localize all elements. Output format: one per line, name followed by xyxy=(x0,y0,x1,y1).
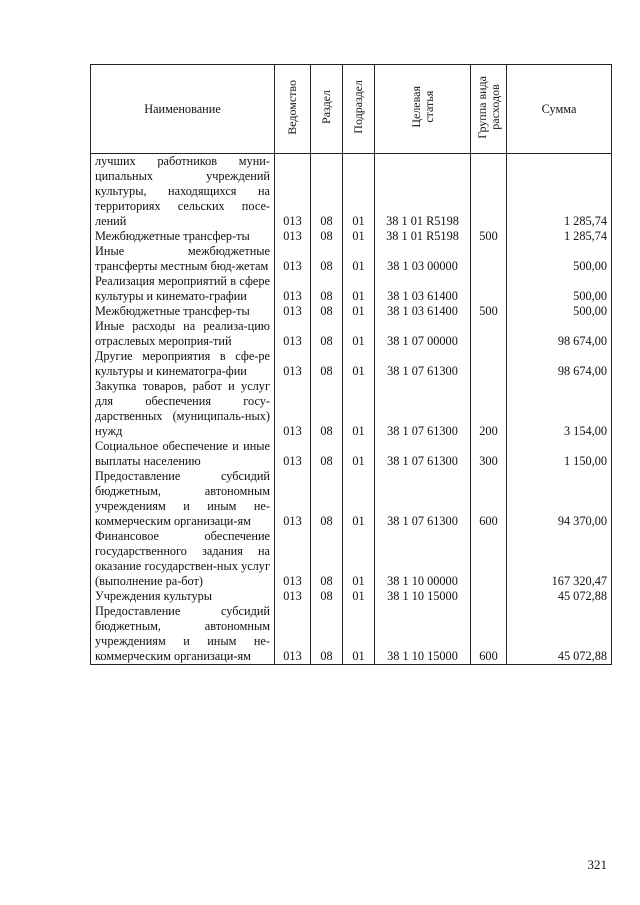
table-row xyxy=(91,529,612,589)
cell-podrazdel: 01 xyxy=(343,274,375,304)
cell-gruppa: 500 xyxy=(471,229,507,244)
cell-vedomstvo: 013 xyxy=(275,604,311,665)
header-name: Наименование xyxy=(91,65,275,154)
cell-summa: 1 285,74 xyxy=(507,154,612,230)
table-row xyxy=(91,304,612,319)
cell-summa: 500,00 xyxy=(507,244,612,274)
cell-vedomstvo: 013 xyxy=(275,439,311,469)
table-row xyxy=(91,319,612,349)
cell-razdel: 08 xyxy=(311,529,343,589)
cell-celevaya-statya: 38 1 10 00000 xyxy=(375,529,471,589)
cell-celevaya-statya: 38 1 01 R5198 xyxy=(375,154,471,230)
cell-summa: 98 674,00 xyxy=(507,349,612,379)
cell-summa: 45 072,88 xyxy=(507,589,612,604)
cell-celevaya-statya: 38 1 10 15000 xyxy=(375,604,471,665)
cell-gruppa xyxy=(471,529,507,589)
cell-gruppa xyxy=(471,154,507,230)
cell-gruppa xyxy=(471,589,507,604)
cell-celevaya-statya: 38 1 03 61400 xyxy=(375,304,471,319)
table-row xyxy=(91,244,612,274)
cell-name: Межбюджетные трансфер-ты xyxy=(91,304,275,319)
cell-gruppa: 200 xyxy=(471,379,507,439)
cell-celevaya-statya: 38 1 03 61400 xyxy=(375,274,471,304)
cell-vedomstvo: 013 xyxy=(275,154,311,230)
cell-vedomstvo: 013 xyxy=(275,304,311,319)
cell-summa: 3 154,00 xyxy=(507,379,612,439)
cell-razdel: 08 xyxy=(311,469,343,529)
cell-vedomstvo: 013 xyxy=(275,319,311,349)
header-summa: Сумма xyxy=(507,65,612,154)
cell-name: Социальное обеспечение и иные выплаты населению xyxy=(91,439,275,469)
cell-gruppa xyxy=(471,349,507,379)
cell-podrazdel: 01 xyxy=(343,244,375,274)
page-number: 321 xyxy=(587,857,607,872)
cell-podrazdel: 01 xyxy=(343,319,375,349)
cell-gruppa xyxy=(471,319,507,349)
table-row xyxy=(91,274,612,304)
cell-vedomstvo: 013 xyxy=(275,379,311,439)
cell-celevaya-statya: 38 1 07 00000 xyxy=(375,319,471,349)
cell-podrazdel: 01 xyxy=(343,589,375,604)
cell-celevaya-statya: 38 1 10 15000 xyxy=(375,589,471,604)
cell-razdel: 08 xyxy=(311,244,343,274)
cell-summa: 98 674,00 xyxy=(507,319,612,349)
budget-table xyxy=(90,64,612,665)
cell-podrazdel: 01 xyxy=(343,154,375,230)
cell-name: Межбюджетные трансфер-ты xyxy=(91,229,275,244)
header-gruppa-vida-rashodov: Группа вида расходов xyxy=(471,65,507,154)
cell-celevaya-statya: 38 1 03 00000 xyxy=(375,244,471,274)
cell-name: Иные межбюджетные трансферты местным бюд-жетам xyxy=(91,244,275,274)
cell-summa: 1 150,00 xyxy=(507,439,612,469)
cell-gruppa: 500 xyxy=(471,304,507,319)
header-podrazdel: Подраздел xyxy=(343,65,375,154)
table-row xyxy=(91,379,612,439)
cell-summa: 94 370,00 xyxy=(507,469,612,529)
cell-celevaya-statya: 38 1 07 61300 xyxy=(375,469,471,529)
table-row xyxy=(91,589,612,604)
table-header xyxy=(91,65,612,154)
cell-podrazdel: 01 xyxy=(343,349,375,379)
cell-vedomstvo: 013 xyxy=(275,244,311,274)
cell-name: Предоставление субсидий бюджетным, автономным учреждениям и иным не-коммерческим организаци-ям xyxy=(91,469,275,529)
header-vedomstvo: Ведомство xyxy=(275,65,311,154)
cell-razdel: 08 xyxy=(311,304,343,319)
cell-razdel: 08 xyxy=(311,154,343,230)
table-row xyxy=(91,439,612,469)
cell-gruppa xyxy=(471,274,507,304)
cell-podrazdel: 01 xyxy=(343,439,375,469)
cell-summa: 1 285,74 xyxy=(507,229,612,244)
cell-name: Учреждения культуры xyxy=(91,589,275,604)
table-row xyxy=(91,349,612,379)
cell-razdel: 08 xyxy=(311,379,343,439)
table-row xyxy=(91,604,612,665)
cell-razdel: 08 xyxy=(311,274,343,304)
cell-podrazdel: 01 xyxy=(343,604,375,665)
cell-gruppa xyxy=(471,244,507,274)
cell-vedomstvo: 013 xyxy=(275,529,311,589)
cell-gruppa: 600 xyxy=(471,469,507,529)
table-row xyxy=(91,469,612,529)
cell-vedomstvo: 013 xyxy=(275,229,311,244)
cell-name: Финансовое обеспечение государственного задания на оказание государствен-ных услуг (выполнение ра-бот) xyxy=(91,529,275,589)
table-body xyxy=(91,154,612,665)
cell-name: лучших работников муни-ципальных учреждений культуры, находящихся на территориях сельских посе-лений xyxy=(91,154,275,230)
cell-podrazdel: 01 xyxy=(343,304,375,319)
table-row xyxy=(91,154,612,230)
header-celevaya-statya: Целевая статья xyxy=(375,65,471,154)
cell-vedomstvo: 013 xyxy=(275,349,311,379)
cell-podrazdel: 01 xyxy=(343,379,375,439)
cell-celevaya-statya: 38 1 07 61300 xyxy=(375,349,471,379)
cell-name: Другие мероприятия в сфе-ре культуры и кинематогра-фии xyxy=(91,349,275,379)
cell-name: Закупка товаров, работ и услуг для обеспечения госу-дарственных (муниципаль-ных) нужд xyxy=(91,379,275,439)
cell-gruppa: 300 xyxy=(471,439,507,469)
cell-vedomstvo: 013 xyxy=(275,469,311,529)
cell-summa: 500,00 xyxy=(507,274,612,304)
cell-summa: 45 072,88 xyxy=(507,604,612,665)
cell-name: Реализация мероприятий в сфере культуры и кинемато-графии xyxy=(91,274,275,304)
cell-razdel: 08 xyxy=(311,439,343,469)
cell-razdel: 08 xyxy=(311,319,343,349)
cell-razdel: 08 xyxy=(311,349,343,379)
cell-celevaya-statya: 38 1 07 61300 xyxy=(375,379,471,439)
cell-name: Иные расходы на реализа-цию отраслевых мероприя-тий xyxy=(91,319,275,349)
cell-vedomstvo: 013 xyxy=(275,589,311,604)
cell-celevaya-statya: 38 1 01 R5198 xyxy=(375,229,471,244)
cell-gruppa: 600 xyxy=(471,604,507,665)
cell-summa: 500,00 xyxy=(507,304,612,319)
cell-celevaya-statya: 38 1 07 61300 xyxy=(375,439,471,469)
header-razdel: Раздел xyxy=(311,65,343,154)
cell-name: Предоставление субсидий бюджетным, автономным учреждениям и иным не-коммерческим организаци-ям xyxy=(91,604,275,665)
cell-vedomstvo: 013 xyxy=(275,274,311,304)
cell-podrazdel: 01 xyxy=(343,229,375,244)
cell-podrazdel: 01 xyxy=(343,529,375,589)
cell-razdel: 08 xyxy=(311,589,343,604)
table-row xyxy=(91,229,612,244)
cell-podrazdel: 01 xyxy=(343,469,375,529)
cell-razdel: 08 xyxy=(311,229,343,244)
cell-razdel: 08 xyxy=(311,604,343,665)
cell-summa: 167 320,47 xyxy=(507,529,612,589)
